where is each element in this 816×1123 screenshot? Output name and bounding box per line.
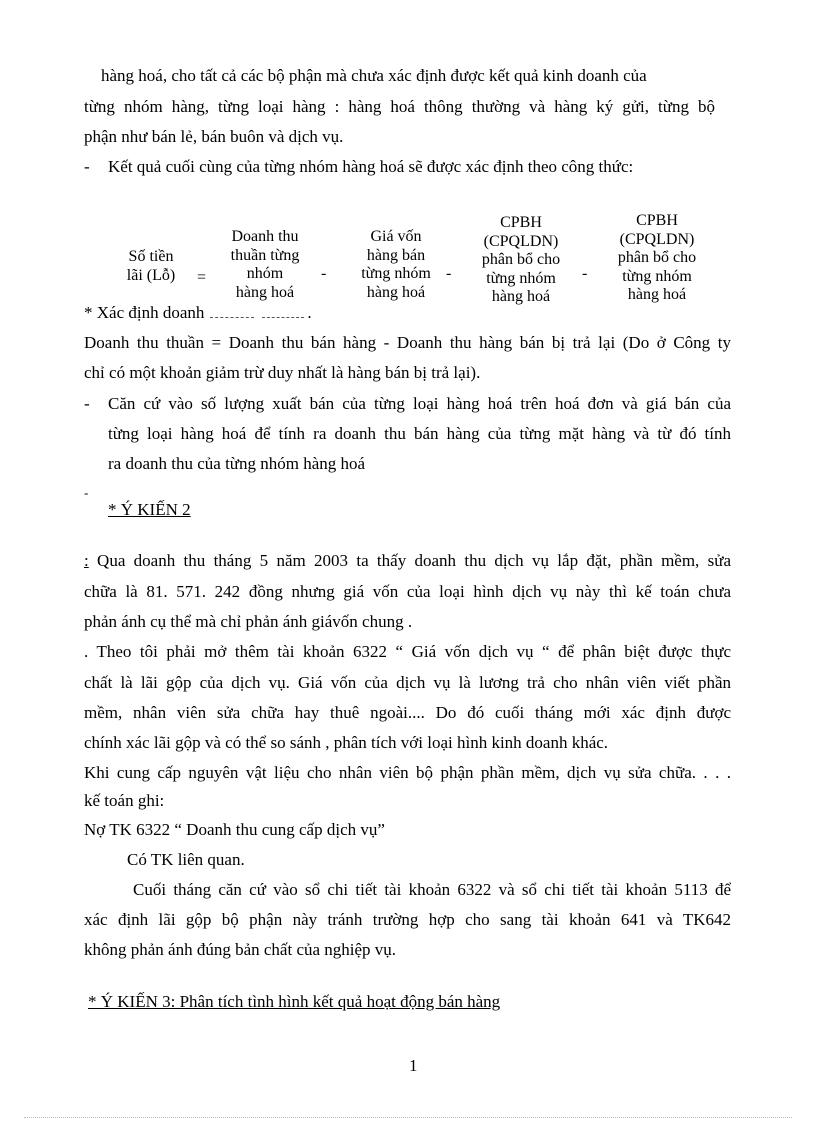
term-cpbh1-line-3: phân bổ cho [481, 251, 561, 268]
y-kien-3-heading: * Ý KIẾN 3: Phân tích tình hình kết quả hoạt động bán hàng [88, 992, 501, 1011]
formula-minus-1: - [321, 265, 327, 282]
term-cpbh1-line-4: từng nhóm [486, 269, 556, 287]
p2-line-1: . Theo tôi phải mở thêm tài khoản 6322 “ Giá vốn dịch vụ “ để phân biệt được thực [84, 642, 731, 661]
p3-line-3: Nợ TK 6322 “ Doanh thu cung cấp dịch vụ” [84, 820, 385, 839]
term-cpbh2-line-5: hàng hoá [627, 286, 687, 303]
term-cpbh2-line-2: (CPQLDN) [619, 230, 695, 248]
obscured-text-mark-2 [262, 305, 304, 318]
intro-line-1: hàng hoá, cho tất cả các bộ phận mà chưa xác định được kết quả kinh doanh của [101, 66, 647, 85]
term-revenue-line-4: hàng hoá [235, 283, 295, 301]
formula-equals: = [197, 269, 207, 286]
y-kien-2-heading: * Ý KIẾN 2 [108, 500, 191, 519]
formula-term-revenue [212, 228, 318, 302]
formula-left-line-1: Số tiền [128, 248, 174, 265]
intro-line-2: từng nhóm hàng, từng loại hàng : hàng hoá thông thường và hàng ký gửi, từng bộ [84, 97, 715, 116]
can-cu-line-3: ra doanh thu của từng nhóm hàng hoá [108, 454, 366, 473]
p1-line-3: phản ánh cụ thể mà chỉ phản ánh giávốn chung . [84, 612, 413, 631]
formula-minus-2: - [446, 265, 452, 282]
intro-line-3: phận như bán lẻ, bán buôn và dịch vụ. [84, 127, 344, 146]
dtt-line-2: chỉ có một khoản giảm trừ duy nhất là hàng bán bị trả lại). [84, 363, 481, 382]
formula-term-cpbh-1 [466, 214, 576, 307]
term-cogs-line-2: hàng bán [366, 246, 426, 264]
term-cpbh2-line-3: phân bổ cho [617, 249, 697, 266]
term-cpbh2-line-1: CPBH [636, 212, 678, 229]
y-kien-2-dash: - [84, 485, 89, 500]
dtt-line-1: Doanh thu thuần = Doanh thu bán hàng - Doanh thu hàng bán bị trả lại (Do ở Công ty [84, 333, 731, 352]
can-cu-line-1: Căn cứ vào số lượng xuất bán của từng loại hàng hoá trên hoá đơn và giá bán của [108, 394, 731, 413]
term-cpbh1-line-2: (CPQLDN) [483, 232, 559, 250]
p1-lead-mark: : [84, 551, 89, 570]
obscured-text-mark [210, 305, 254, 318]
term-cogs-line-1: Giá vốn [370, 228, 422, 245]
formula-left-line-2: lãi (Lỗ) [126, 266, 176, 284]
bullet-dash: - [84, 157, 90, 176]
p4-line-3: không phản ánh đúng bản chất của nghiệp vụ. [84, 940, 397, 959]
p3-line-4: Có TK liên quan. [127, 850, 245, 869]
formula-left-term [118, 248, 184, 285]
term-cpbh2-line-4: từng nhóm [622, 267, 692, 285]
xac-dinh-text: * Xác định doanh [84, 303, 205, 322]
p4-line-2: xác định lãi gộp bộ phận này tránh trường hợp cho sang tài khoản 641 và TK642 [84, 910, 731, 929]
p3-line-1: Khi cung cấp nguyên vật liệu cho nhân viên bộ phận phần mềm, dịch vụ sửa chữa. . . . [84, 763, 731, 782]
p1-line-1-text: Qua doanh thu tháng 5 năm 2003 ta thấy doanh thu dịch vụ lắp đặt, phần mềm, sửa [88, 551, 731, 570]
p2-line-4: chính xác lãi gộp và có thể so sánh , phân tích với loại hình kinh doanh khác. [84, 733, 609, 752]
p2-line-2: chất là lãi gộp của dịch vụ. Giá vốn của dịch vụ là lương trả cho nhân viên viết phần [84, 673, 731, 692]
page-number: 1 [409, 1056, 418, 1075]
xac-dinh-tail: . [307, 303, 312, 322]
term-cogs-line-3: từng nhóm [361, 265, 431, 282]
term-cpbh1-line-5: hàng hoá [491, 288, 551, 305]
page-bottom-border [24, 1117, 792, 1118]
p4-line-1: Cuối tháng căn cứ vào sổ chi tiết tài khoản 6322 và sổ chi tiết tài khoản 5113 để [133, 880, 731, 899]
result-line: Kết quả cuối cùng của từng nhóm hàng hoá sẽ được xác định theo công thức: [108, 157, 634, 176]
p2-line-3: mềm, nhân viên sửa chữa hay thuê ngoài.... Do đó cuối tháng mới xác định được [84, 703, 731, 722]
formula-minus-3: - [582, 265, 588, 282]
formula-term-cpbh-2 [602, 212, 712, 305]
term-revenue-line-1: Doanh thu [231, 228, 299, 245]
term-revenue-line-3: nhóm [246, 265, 284, 282]
can-cu-line-2: từng loại hàng hoá để tính ra doanh thu bán hàng của từng mặt hàng và từ đó tính [108, 424, 731, 443]
term-cpbh1-line-1: CPBH [500, 214, 542, 231]
term-cogs-line-4: hàng hoá [366, 283, 426, 301]
can-cu-dash: - [84, 394, 90, 413]
p1-line-2: chữa là 81. 571. 242 đồng nhưng giá vốn của loại hình dịch vụ này thì kế toán chưa [84, 582, 731, 601]
formula-term-cogs [345, 228, 447, 302]
term-revenue-line-2: thuần từng [230, 246, 300, 264]
p1-line-1 [84, 551, 731, 571]
p3-line-2: kế toán ghi: [84, 791, 165, 810]
xac-dinh-line [84, 303, 312, 323]
